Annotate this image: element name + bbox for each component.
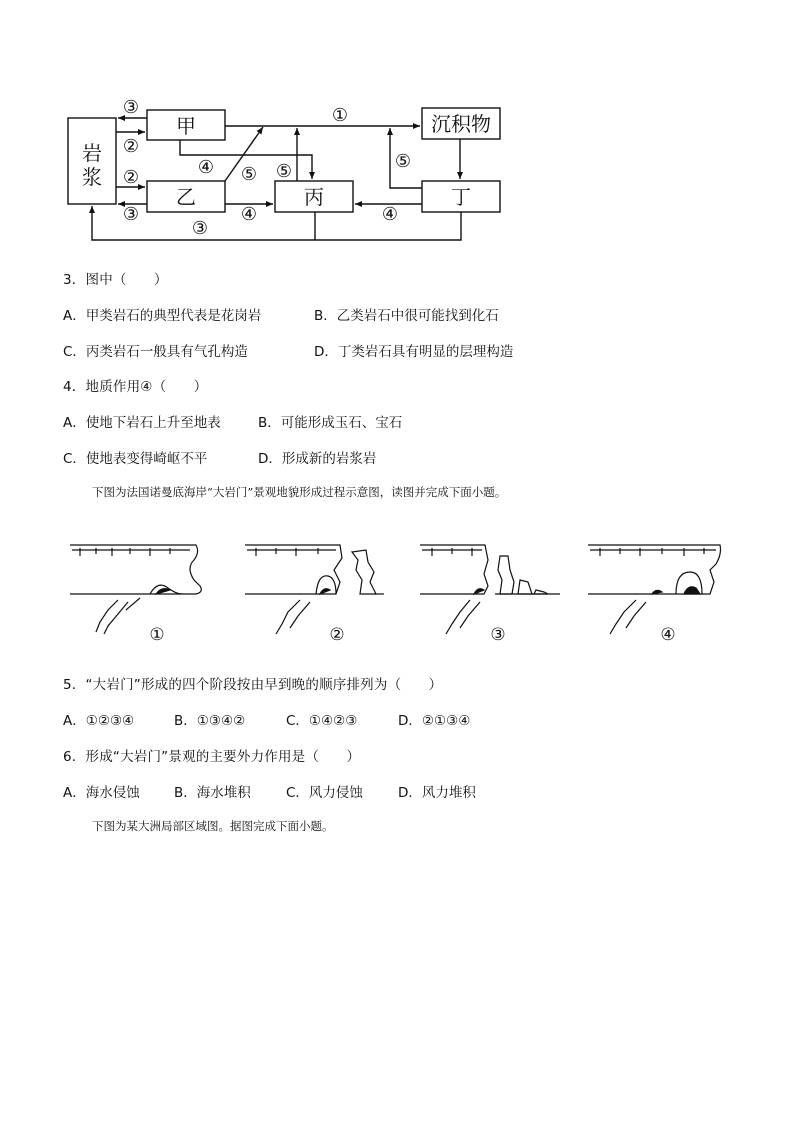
question-3-option-d[interactable]: D．丁类岩石具有明显的层理构造 [314, 344, 514, 360]
question-6-option-a[interactable]: A．海水侵蚀 [63, 785, 140, 801]
label-jia: 甲 [176, 114, 196, 138]
coast-label-1: ① [149, 625, 165, 645]
num-3-bottom: ③ [122, 204, 140, 225]
question-3-option-c[interactable]: C．丙类岩石一般具有气孔构造 [63, 344, 248, 360]
coast-panel-1 [70, 545, 201, 634]
rock-cycle-diagram [0, 0, 794, 260]
question-4-stem: 4．地质作用④（ ） [63, 379, 208, 395]
num-2-top: ② [122, 136, 140, 157]
question-3-stem: 3．图中（ ） [63, 272, 168, 288]
question-5-option-a[interactable]: A．①②③④ [63, 713, 135, 729]
label-yi: 乙 [176, 185, 196, 209]
coast-panel-2 [245, 545, 384, 634]
coast-label-2: ② [329, 625, 345, 645]
question-4-option-d[interactable]: D．形成新的岩浆岩 [258, 451, 377, 467]
question-3-option-b[interactable]: B．乙类岩石中很可能找到化石 [314, 308, 499, 324]
question-4-option-a[interactable]: A．使地下岩石上升至地表 [63, 415, 221, 431]
question-4-option-b[interactable]: B．可能形成玉石、宝石 [258, 415, 403, 431]
question-3-option-a[interactable]: A．甲类岩石的典型代表是花岗岩 [63, 308, 262, 324]
num-5-ding: ⑤ [394, 151, 412, 172]
label-ding: 丁 [451, 185, 471, 209]
question-6-stem: 6．形成“大岩门”景观的主要外力作用是（ ） [63, 749, 361, 765]
question-5-option-c[interactable]: C．①④②③ [286, 713, 358, 729]
num-5-yi: ⑤ [240, 164, 258, 185]
num-5-bing: ⑤ [275, 161, 293, 182]
num-3-loop: ③ [191, 218, 209, 239]
question-6-option-c[interactable]: C．风力侵蚀 [286, 785, 363, 801]
coastal-erosion-diagram [0, 530, 794, 650]
coast-label-3: ③ [490, 625, 506, 645]
num-1: ① [331, 105, 349, 126]
coast-panel-4 [588, 545, 721, 634]
num-4-yi-bing: ④ [240, 204, 258, 225]
magma-label-2: 浆 [82, 165, 102, 189]
num-4-jia: ④ [197, 157, 215, 178]
coast-panel-3 [420, 545, 560, 634]
num-2-bottom: ② [122, 167, 140, 188]
question-6-option-b[interactable]: B．海水堆积 [174, 785, 251, 801]
question-5-option-d[interactable]: D．②①③④ [398, 713, 471, 729]
question-5-option-b[interactable]: B．①③④② [174, 713, 246, 729]
label-sediment: 沉积物 [431, 112, 491, 136]
question-5-stem: 5．“大岩门”形成的四个阶段按由早到晚的顺序排列为（ ） [63, 677, 443, 693]
label-bing: 丙 [304, 185, 324, 209]
magma-label-1: 岩 [82, 141, 102, 165]
intro-coast-diagram: 下图为法国诺曼底海岸“大岩门”景观地貌形成过程示意图，读图并完成下面小题。 [92, 485, 507, 499]
coast-label-4: ④ [660, 625, 676, 645]
question-6-option-d[interactable]: D．风力堆积 [398, 785, 476, 801]
intro-continent-map: 下图为某大洲局部区域图。据图完成下面小题。 [92, 819, 334, 833]
num-3-top: ③ [122, 97, 140, 118]
question-4-option-c[interactable]: C．使地表变得崎岖不平 [63, 451, 208, 467]
num-4-ding-bing: ④ [381, 204, 399, 225]
